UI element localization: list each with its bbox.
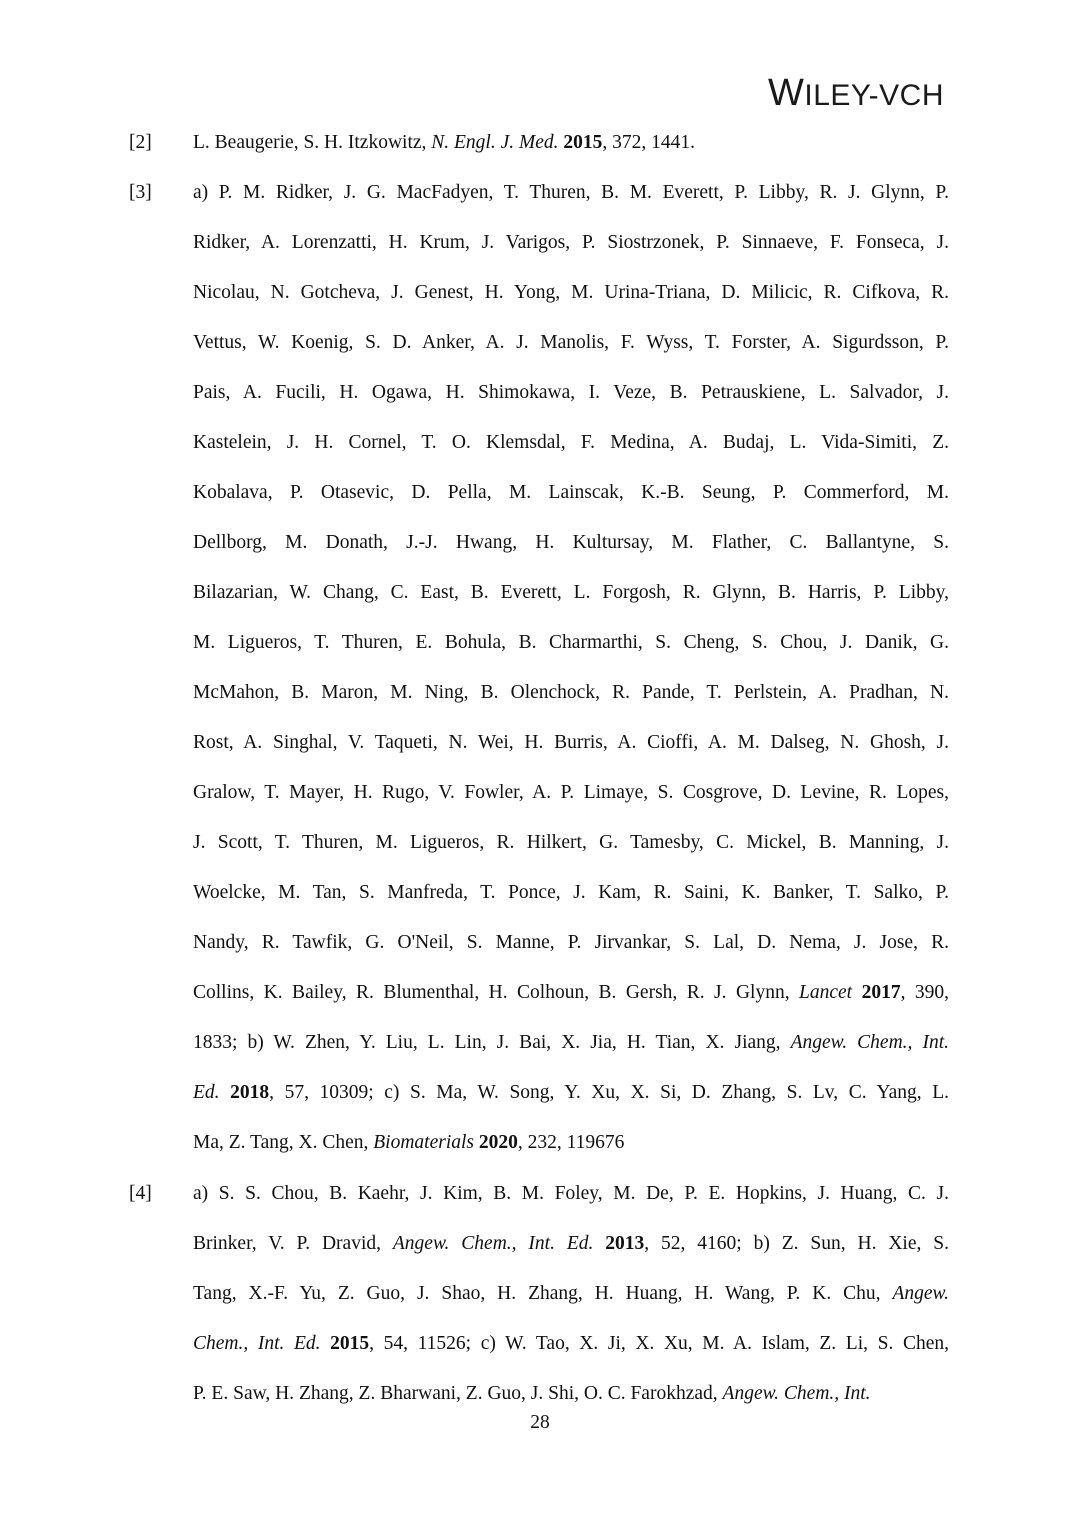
reference-run: Gralow, T. Mayer, H. Rugo, V. Fowler, A. P. Limaye, S. Cosgrove, D. Levine, R. Lopes,	[193, 782, 949, 803]
reference-line	[193, 918, 949, 968]
journal-name: Lancet	[799, 982, 853, 1003]
page-number: 28	[530, 1412, 550, 1433]
reference-line	[193, 118, 949, 168]
reference-run: Bilazarian, W. Chang, C. East, B. Everett, L. Forgosh, R. Glynn, B. Harris, P. Libby,	[193, 582, 949, 603]
reference-line	[193, 318, 949, 368]
reference-run: 1833; b) W. Zhen, Y. Liu, L. Lin, J. Bai, X. Jia, H. Tian, X. Jiang,	[193, 1032, 791, 1053]
reference-line	[193, 1219, 949, 1269]
reference-run: a) S. S. Chou, B. Kaehr, J. Kim, B. M. Foley, M. De, P. E. Hopkins, J. Huang, C. J.	[193, 1183, 949, 1204]
reference-line	[193, 1169, 949, 1219]
journal-name: Angew.	[892, 1283, 949, 1304]
reference-line	[193, 1018, 949, 1068]
reference-line	[193, 418, 949, 468]
reference-line	[193, 868, 949, 918]
reference-line	[193, 1118, 949, 1168]
journal-name: Angew. Chem., Int.	[722, 1383, 871, 1404]
reference-run: , 57, 10309; c) S. Ma, W. Song, Y. Xu, X. Si, D. Zhang, S. Lv, C. Yang, L.	[269, 1082, 950, 1103]
reference-run: Brinker, V. P. Dravid,	[193, 1233, 393, 1254]
publication-year: 2015	[330, 1333, 370, 1354]
publication-year: 2017	[861, 982, 901, 1003]
reference-run	[852, 982, 861, 1003]
reference-text	[193, 168, 949, 1168]
publication-year: 2013	[605, 1233, 645, 1254]
reference-run: , 390,	[900, 982, 950, 1003]
reference-line	[193, 618, 949, 668]
publication-year: 2020	[478, 1132, 518, 1153]
reference-line	[193, 268, 949, 318]
reference-line	[193, 518, 949, 568]
publication-year: 2018	[230, 1082, 270, 1103]
reference-line	[193, 768, 949, 818]
journal-name: Angew. Chem., Int. Ed.	[392, 1233, 594, 1254]
reference-number: [3]	[129, 182, 152, 203]
reference-item	[129, 118, 949, 168]
reference-line	[193, 1319, 949, 1369]
reference-run: Tang, X.-F. Yu, Z. Guo, J. Shao, H. Zhang, H. Huang, H. Wang, P. K. Chu,	[193, 1283, 893, 1304]
reference-run	[220, 1082, 231, 1103]
reference-line	[193, 818, 949, 868]
reference-line	[193, 1068, 949, 1118]
reference-run: McMahon, B. Maron, M. Ning, B. Olenchock, R. Pande, T. Perlstein, A. Pradhan, N.	[193, 682, 949, 703]
reference-line	[193, 668, 949, 718]
publisher-logo-initial: W	[767, 72, 805, 114]
reference-line	[193, 218, 949, 268]
reference-run: Rost, A. Singhal, V. Taqueti, N. Wei, H. Burris, A. Cioffi, A. M. Dalseg, N. Ghosh, J.	[193, 732, 949, 753]
reference-line	[193, 968, 949, 1018]
reference-run: Dellborg, M. Donath, J.-J. Hwang, H. Kultursay, M. Flather, C. Ballantyne, S.	[193, 532, 949, 553]
reference-run	[593, 1233, 605, 1254]
reference-line	[193, 568, 949, 618]
reference-text	[193, 118, 949, 168]
publisher-logo	[768, 74, 944, 112]
reference-run: Collins, K. Bailey, R. Blumenthal, H. Colhoun, B. Gersh, R. J. Glynn,	[193, 982, 800, 1003]
reference-number: [4]	[129, 1183, 152, 1204]
reference-run: Nandy, R. Tawfik, G. O'Neil, S. Manne, P. Jirvankar, S. Lal, D. Nema, J. Jose, R.	[193, 932, 949, 953]
reference-run: Woelcke, M. Tan, S. Manfreda, T. Ponce, J. Kam, R. Saini, K. Banker, T. Salko, P.	[193, 882, 949, 903]
journal-name: N. Engl. J. Med.	[431, 132, 559, 153]
publisher-logo-suffix: -VCH	[868, 79, 944, 112]
reference-run: Ridker, A. Lorenzatti, H. Krum, J. Varigos, P. Siostrzonek, P. Sinnaeve, F. Fonseca, J.	[193, 232, 949, 253]
reference-line	[193, 468, 949, 518]
reference-run: L. Beaugerie, S. H. Itzkowitz,	[193, 132, 432, 153]
reference-line	[193, 1269, 949, 1319]
reference-run	[321, 1333, 331, 1354]
reference-run: Vettus, W. Koenig, S. D. Anker, A. J. Manolis, F. Wyss, T. Forster, A. Sigurdsson, P.	[193, 332, 949, 353]
reference-run: Pais, A. Fucili, H. Ogawa, H. Shimokawa, I. Veze, B. Petrauskiene, L. Salvador, J.	[193, 382, 949, 403]
reference-line	[193, 368, 949, 418]
publication-year: 2015	[563, 132, 603, 153]
reference-run: Kobalava, P. Otasevic, D. Pella, M. Lainscak, K.-B. Seung, P. Commerford, M.	[193, 482, 949, 503]
journal-name: Angew. Chem., Int.	[790, 1032, 949, 1053]
reference-run: Nicolau, N. Gotcheva, J. Genest, H. Yong, M. Urina-Triana, D. Milicic, R. Cifkova, R.	[193, 282, 949, 303]
reference-run: P. E. Saw, H. Zhang, Z. Bharwani, Z. Guo, J. Shi, O. C. Farokhzad,	[193, 1383, 723, 1404]
journal-name: Biomaterials	[373, 1132, 475, 1153]
reference-run: a) P. M. Ridker, J. G. MacFadyen, T. Thuren, B. M. Everett, P. Libby, R. J. Glynn, P.	[193, 182, 949, 203]
reference-item	[129, 168, 949, 1168]
reference-run: , 54, 11526; c) W. Tao, X. Ji, X. Xu, M. A. Islam, Z. Li, S. Chen,	[369, 1333, 949, 1354]
reference-run: , 232, 119676	[517, 1132, 625, 1153]
reference-line	[193, 168, 949, 218]
reference-item	[129, 1169, 949, 1419]
reference-run: , 372, 1441.	[602, 132, 696, 153]
reference-text	[193, 1169, 949, 1419]
reference-run: J. Scott, T. Thuren, M. Ligueros, R. Hilkert, G. Tamesby, C. Mickel, B. Manning, J.	[193, 832, 949, 853]
reference-run: , 52, 4160; b) Z. Sun, H. Xie, S.	[644, 1233, 949, 1254]
reference-line	[193, 718, 949, 768]
reference-number: [2]	[129, 132, 152, 153]
publisher-logo-name: ILEY	[804, 79, 869, 112]
reference-run: M. Ligueros, T. Thuren, E. Bohula, B. Charmarthi, S. Cheng, S. Chou, J. Danik, G.	[193, 632, 949, 653]
journal-name: Chem., Int. Ed.	[193, 1333, 321, 1354]
journal-name: Ed.	[193, 1082, 220, 1103]
reference-run: Kastelein, J. H. Cornel, T. O. Klemsdal, F. Medina, A. Budaj, L. Vida-Simiti, Z.	[193, 432, 949, 453]
reference-run: Ma, Z. Tang, X. Chen,	[193, 1132, 374, 1153]
